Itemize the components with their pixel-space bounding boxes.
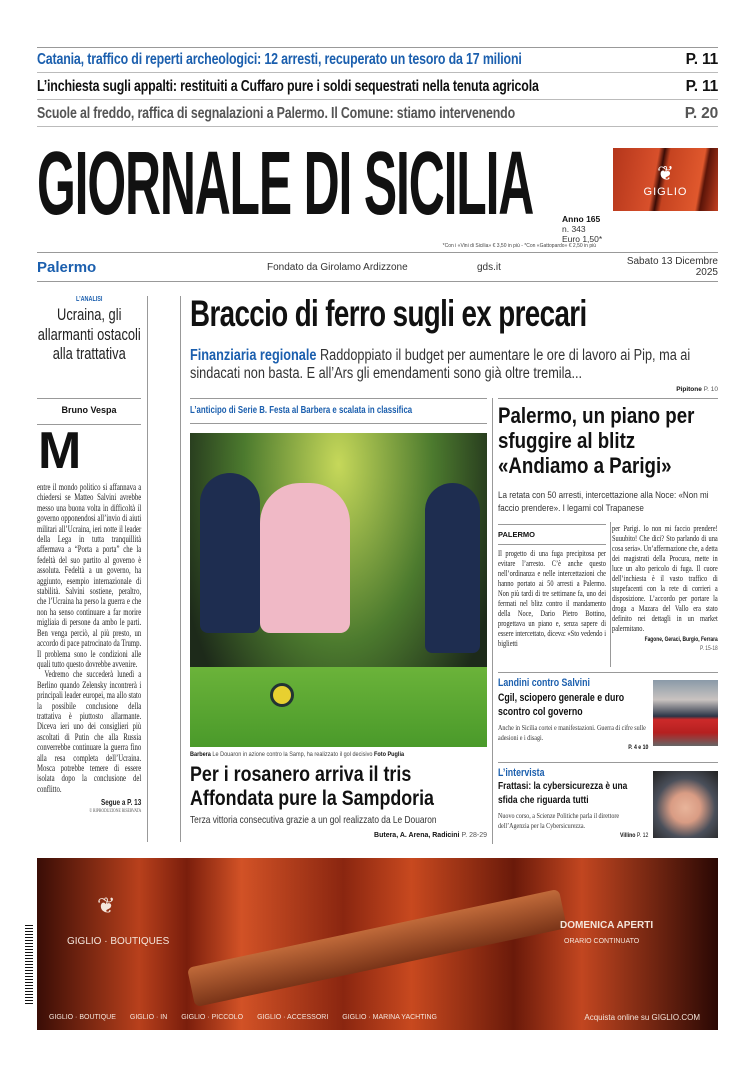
headline-line: Per i rosanero arriva il tris: [190, 763, 412, 786]
issue-date: Sabato 13 Dicembre 2025: [626, 256, 718, 278]
lily-icon: ❦: [657, 163, 674, 185]
blitz-headline[interactable]: Palermo, un piano per sfuggire al blitz «Andiamo a Parigi»: [498, 403, 695, 478]
sport-authors: Butera, A. Arena, Radicini: [374, 832, 460, 839]
belt-image: [187, 889, 567, 1007]
blitz-col2: [612, 523, 718, 653]
interview-kicker: L’intervista: [498, 767, 545, 779]
page-ref: P. 20: [684, 105, 718, 122]
ad-online-link[interactable]: Acquista online su GIGLIO.COM: [584, 1013, 700, 1022]
top-headline-3[interactable]: [37, 101, 718, 127]
ad-brand: GIGLIO · BOUTIQUES: [67, 936, 170, 947]
giglio-advertisement[interactable]: [37, 858, 718, 1030]
price: Euro 1,50*: [562, 234, 603, 244]
ad-store: GIGLIO · IN: [129, 1014, 168, 1021]
analysis-author: Bruno Vespa: [61, 405, 117, 415]
page-ref: P. 28-29: [461, 832, 487, 839]
strike-summary: Anche in Sicilia cortei e manifestazioni. Guerra di cifre sulle adesioni e i disagi.: [498, 723, 646, 742]
photo-caption: Le Douaron in azione contro la Samp, ha realizzato il gol decisivo: [212, 751, 373, 758]
photo-credit: Foto Puglia: [373, 751, 405, 758]
masthead-title: GIORNALE DI SICILIA: [37, 133, 534, 234]
blitz-authors: Fagone, Geraci, Burgio, Ferrara: [644, 636, 718, 643]
sport-headline[interactable]: [190, 763, 434, 811]
strike-headline: Cgil, sciopero generale e duro scontro col governo: [498, 692, 625, 718]
dateline: PALERMO: [498, 530, 535, 539]
interview-author: Villino: [619, 832, 636, 839]
drop-cap: M: [38, 422, 82, 480]
lead-author: Pipitone: [676, 386, 702, 393]
interview-summary: Nuovo corso, a Scienze Politiche parla il direttore dell’Agenzia per la Cybersicurezza.: [498, 811, 620, 830]
strike-article[interactable]: [498, 677, 648, 752]
blitz-body: Il progetto di una fuga precipitosa per evitare l’arresto. C’è anche questo nell’ordinanza e nelle intercettazioni che hanno portato ai 50 arresti a Palermo. Non più tardi di tre settimane fa, uno dei fermati nel blitz contro il mandamento della Noce, Dario Pietro Bottino, progettava un piano e, senza sapere di essere intercettato, diceva: «Sto vedendo i biglietti: [498, 548, 606, 648]
match-photo[interactable]: [190, 433, 487, 747]
headline-line: Affondata pure la Sampdoria: [190, 787, 434, 810]
headline-text: Catania, traffico di reperti archeologici: 12 arresti, recuperato un tesoro da 17 milioni: [37, 51, 522, 68]
analysis-body: Vedremo che succederà lunedì a Berlino quando Zelensky incontrerà i principali leader europei, ma allo stato la possibile conclusione della trattativa è piuttosto allarmante. Diceva ieri uno dei consiglieri più ascoltati di Putin che alla Russia converrebbe continuare la guerra fino alla resa completa dell’Ucraina. Mosca potrebbe temere di essere isolata dopo la conclusione del conflitto.: [37, 669, 142, 794]
top-headline-2[interactable]: [37, 74, 718, 100]
sponsor-name: GIGLIO: [643, 186, 688, 198]
continue-link[interactable]: Segue a P. 13: [100, 797, 142, 808]
edition-name: Palermo: [37, 258, 97, 276]
barcode: [25, 925, 33, 1005]
analysis-title: Ucraina, gli allarmanti ostacoli alla trattativa: [37, 306, 141, 363]
interview-headline: Frattasi: la cybersicurezza è una sfida che riguarda tutti: [498, 780, 628, 806]
page-ref: P. 10: [703, 386, 718, 393]
page-ref: P. 12: [636, 832, 649, 839]
page-ref: P. 15-18: [699, 645, 718, 652]
analysis-kicker: L’ANALISI: [76, 296, 103, 303]
interview-photo[interactable]: [653, 771, 718, 838]
analysis-article[interactable]: [37, 296, 142, 365]
strike-photo[interactable]: [653, 680, 718, 746]
strike-kicker: Landini contro Salvini: [498, 677, 590, 689]
headline-text: Scuole al freddo, raffica di segnalazioni a Palermo. Il Comune: stiamo intervenendo: [37, 105, 516, 122]
analysis-body: entre il mondo politico si affannava a chiedersi se Matteo Salvini avrebbe messo una buona volta in difficoltà il governo opponendosi all’invio di aiuti militari all’Ucraina, ieri notte il leader della Lega in tutta tranquillità affermava a “Porta a porta” che la fedeltà del suo partito al governo è assoluta. Fedeltà a un governo, ha aggiunto, esempio internazionale di stabilità. Salvini sostiene, peraltro, che l’Ucraina ha perso la guerra e che non ha senso continuare a far morire migliaia di persone da ambo le parti. Ben venga perciò, al più presto, un accordo di pace patrocinato da Trump. Il problema sono le condizioni alle quali tutto questo dovrebbe avvenire.: [37, 482, 142, 669]
lily-icon: ❦: [97, 893, 116, 918]
price-note: *Con i «Vini di Sicilia» € 3,50 in più - *Con «Gattopardo» € 2,50 in più: [442, 243, 596, 249]
blitz-summary: La retata con 50 arresti, intercettazione alla Noce: «Non mi faccio prendere». I legami col Trapanese: [498, 490, 709, 514]
founder-line: Fondato da Girolamo Ardizzone: [267, 261, 408, 273]
caption-place: Barbera: [190, 751, 211, 758]
lead-summary: Raddoppiato il budget per aumentare le ore di lavoro ai Pip, ma ai sindacati non basta. E all’Ars gli emendamenti sono già oltre tremila...: [190, 347, 691, 382]
page-ref: P. 11: [685, 78, 718, 95]
year-number: Anno 165: [562, 214, 601, 224]
ad-store: GIGLIO · BOUTIQUE: [49, 1014, 116, 1021]
sport-kicker: L’anticipo di Serie B. Festa al Barbera e scalata in classifica: [190, 405, 413, 416]
ad-store: GIGLIO · ACCESSORI: [257, 1014, 329, 1021]
issue-number: n. 343: [562, 224, 586, 234]
lead-headline[interactable]: Braccio di ferro sugli ex precari: [190, 293, 587, 334]
ad-store: GIGLIO · PICCOLO: [181, 1014, 244, 1021]
page-ref: P. 11: [685, 51, 718, 68]
headline-text: L’inchiesta sugli appalti: restituiti a Cuffaro pure i soldi sequestrati nella tenuta agricola: [37, 78, 539, 95]
ad-open-sunday: DOMENICA APERTI: [560, 920, 654, 931]
top-headline-1[interactable]: [37, 47, 718, 73]
blitz-body: per Parigi. Io non mi faccio prendere! Suuubito! Che dici? Sto parlando di una cosa seria». Un’affermazione che, a detta dei magistrati della Procura, mette in luce un alto pericolo di fuga. Il cuore dell’inchiesta è il vasto traffico di stupefacenti con la rete di corrieri a disposizione. L’accordo per portare la droga a Mazara del Vallo era stato definito nei dettagli in un market palermitano.: [612, 523, 718, 633]
page-ref: P. 4 e 10: [628, 744, 649, 751]
lead-kicker: Finanziaria regionale: [190, 347, 317, 364]
sport-summary: Terza vittoria consecutiva grazie a un gol realizzato da Le Douaron: [190, 815, 437, 826]
copyright: © RIPRODUZIONE RISERVATA: [89, 809, 142, 815]
ad-store: GIGLIO · MARINA YACHTING: [342, 1014, 437, 1021]
analysis-text: [37, 482, 141, 815]
ad-hours: ORARIO CONTINUATO: [564, 938, 640, 945]
interview-article[interactable]: [498, 767, 648, 840]
website-link[interactable]: gds.it: [477, 261, 501, 273]
sponsor-logo[interactable]: [613, 148, 718, 211]
